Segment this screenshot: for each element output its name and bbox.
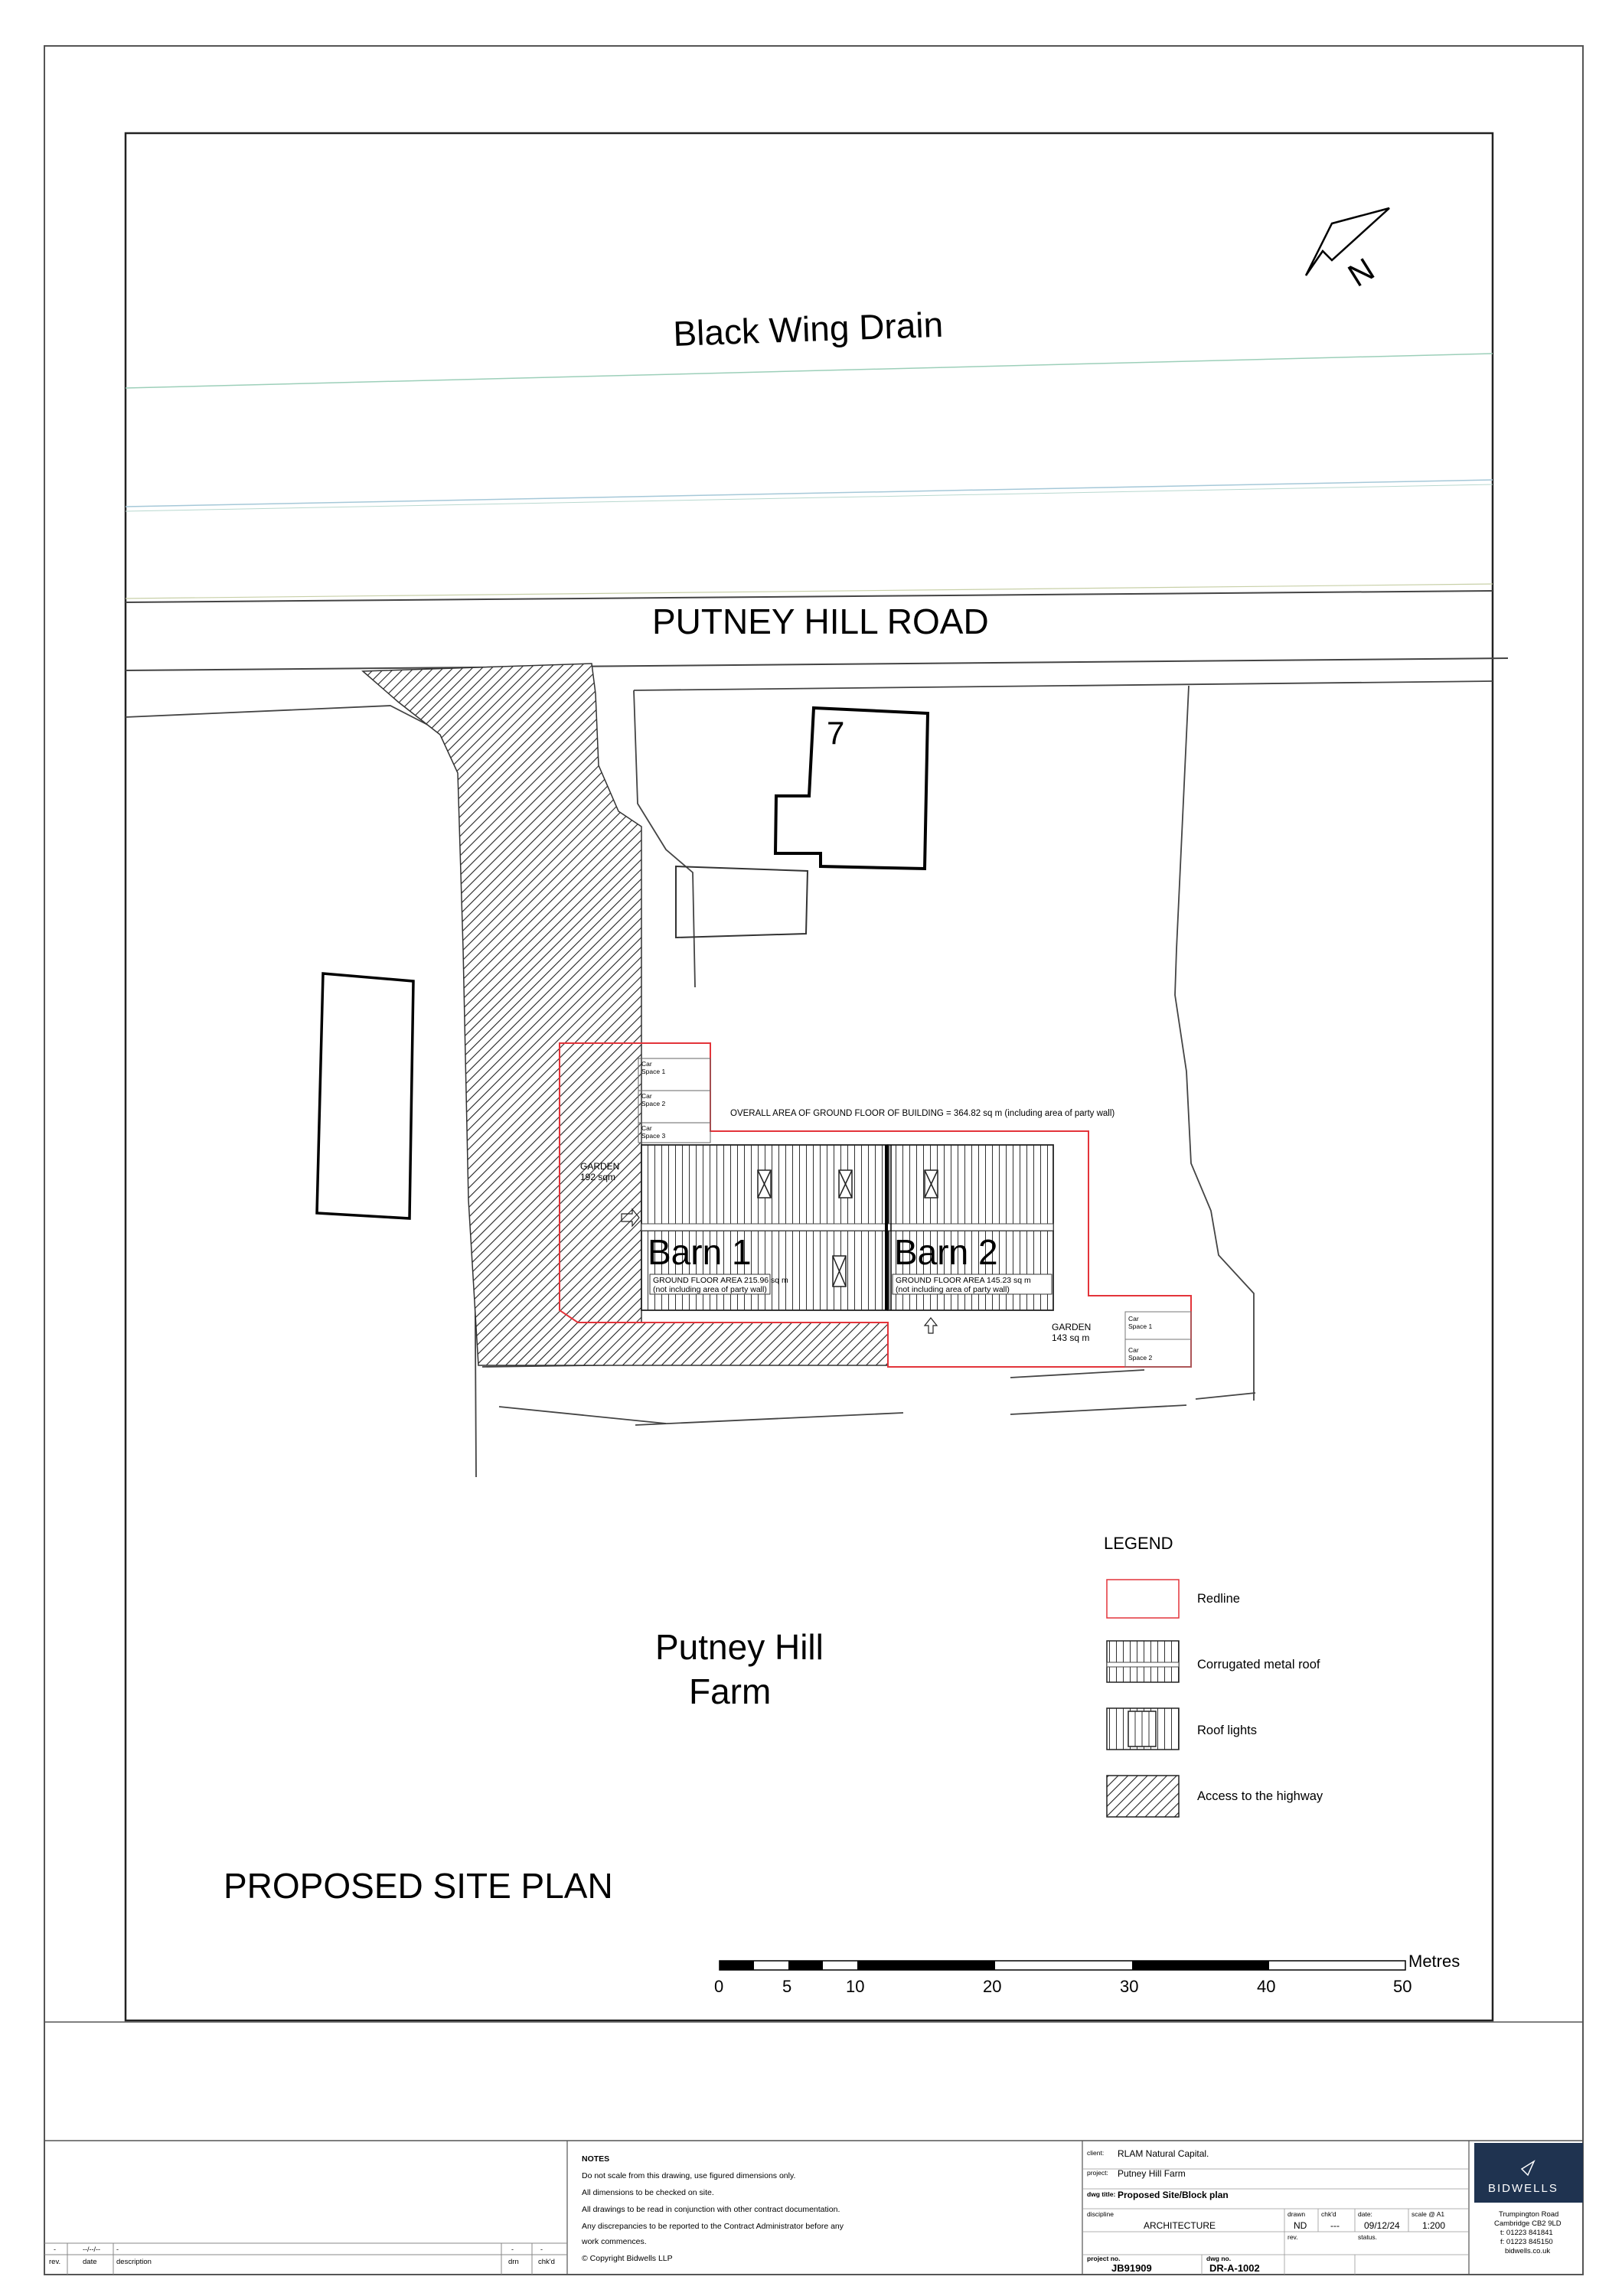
legend-label: Corrugated metal roof (1197, 1658, 1320, 1671)
hatch-swatch-icon (1107, 1776, 1179, 1817)
barn2-area: GROUND FLOOR AREA 145.23 sq m (896, 1276, 1031, 1285)
description-header: description (116, 2258, 152, 2266)
drawn-label: drawn (1287, 2210, 1306, 2218)
discipline-label: discipline (1087, 2210, 1114, 2218)
date-label: date: (1358, 2210, 1372, 2218)
date-value: --/--/-- (83, 2245, 100, 2253)
dwg-no-value: DR-A-1002 (1209, 2262, 1260, 2274)
drain (126, 305, 1493, 598)
legend-label: Redline (1197, 1592, 1240, 1606)
scale-tick: 20 (983, 1977, 1002, 1996)
address-line: Trumpington Road (1499, 2210, 1559, 2219)
status-label: status. (1358, 2233, 1378, 2241)
date-header: date (83, 2258, 97, 2266)
note-line: Do not scale from this drawing, use figured dimensions only. (582, 2171, 796, 2180)
description-value: - (116, 2245, 119, 2253)
dwg-no-label: dwg no. (1206, 2255, 1232, 2262)
scale-tick: 0 (714, 1977, 724, 1996)
chkd-header: chk'd (538, 2258, 555, 2266)
company-name: BIDWELLS (1488, 2182, 1558, 2195)
house-7 (775, 708, 928, 869)
car-space-label: Space 3 (641, 1132, 666, 1140)
project-value: Putney Hill Farm (1118, 2168, 1186, 2179)
discipline-value: ARCHITECTURE (1144, 2220, 1216, 2231)
legend-label: Access to the highway (1197, 1789, 1323, 1803)
barn1-area-note: (not including area of party wall) (653, 1285, 767, 1294)
address-line: Cambridge CB2 9LD (1494, 2219, 1562, 2228)
project-no-label: project no. (1087, 2255, 1121, 2262)
drawing-frame (126, 133, 1493, 2020)
dwg-title-label: dwg title: (1087, 2190, 1116, 2198)
client-value: RLAM Natural Capital. (1118, 2148, 1209, 2159)
address-line: bidwells.co.uk (1505, 2247, 1551, 2255)
rev-label: rev. (1287, 2233, 1298, 2241)
roof-lights-swatch-icon (1107, 1708, 1179, 1750)
farm-label-line2: Farm (689, 1671, 772, 1711)
chkd-label: chk'd (1321, 2210, 1336, 2218)
north-arrow (1306, 208, 1389, 294)
garden1-title: GARDEN (580, 1161, 620, 1172)
client-label: client: (1087, 2149, 1105, 2157)
scale-bar (714, 1952, 1460, 1996)
scale-tick: 10 (846, 1977, 865, 1996)
chkd-value: --- (1330, 2220, 1340, 2231)
scale-tick: 50 (1393, 1977, 1412, 1996)
title-block (44, 2141, 1583, 2275)
farm-label-line1: Putney Hill (655, 1627, 824, 1667)
garden2-area: 143 sq m (1052, 1332, 1090, 1343)
project-label: project: (1087, 2169, 1108, 2177)
drn-header: drn (508, 2258, 519, 2266)
car-label: Car (641, 1060, 652, 1068)
note-line: Any discrepancies to be reported to the Contract Administrator before any (582, 2222, 844, 2231)
car-label: Car (641, 1092, 652, 1100)
left-building (317, 974, 413, 1218)
dwg-title-value: Proposed Site/Block plan (1118, 2190, 1229, 2200)
scale-tick: 40 (1257, 1977, 1276, 1996)
north-label: N (1341, 250, 1381, 294)
rev-header: rev. (49, 2258, 61, 2266)
scale-label: scale @ A1 (1411, 2210, 1445, 2218)
corrugated-roof-swatch-icon (1107, 1641, 1179, 1682)
date-value: 09/12/24 (1364, 2220, 1400, 2231)
address-line: f: 01223 845150 (1500, 2238, 1553, 2246)
garden2-title: GARDEN (1052, 1322, 1092, 1332)
road (126, 591, 1508, 670)
rev-value: - (54, 2245, 56, 2253)
note-line: work commences. (582, 2237, 647, 2246)
car-space-label: Space 2 (641, 1100, 666, 1107)
drawn-value: ND (1294, 2220, 1307, 2231)
car-label: Car (1128, 1315, 1139, 1322)
car-space-label: Space 1 (1128, 1322, 1153, 1330)
garden1-area: 192 sqm (580, 1172, 616, 1182)
barn2-label: Barn 2 (894, 1232, 998, 1272)
plan-title: PROPOSED SITE PLAN (224, 1866, 613, 1906)
project-no-value: JB91909 (1111, 2262, 1152, 2274)
chkd-value: - (540, 2245, 543, 2253)
car-label: Car (641, 1124, 652, 1132)
redline-swatch-icon (1107, 1580, 1179, 1618)
notes-title: NOTES (582, 2154, 610, 2164)
overall-area-note: OVERALL AREA OF GROUND FLOOR OF BUILDING = 364.82 sq m (including area of party wall) (730, 1109, 1115, 1118)
note-line: All dimensions to be checked on site. (582, 2188, 714, 2197)
legend-title: LEGEND (1104, 1534, 1173, 1553)
legend-label: Roof lights (1197, 1724, 1257, 1737)
scale-tick: 30 (1120, 1977, 1139, 1996)
drn-value: - (511, 2245, 514, 2253)
house-number: 7 (827, 715, 845, 751)
drain-label: Black Wing Drain (672, 304, 944, 354)
legend (1104, 1534, 1323, 1817)
scale-unit: Metres (1408, 1952, 1460, 1971)
barn1-label: Barn 1 (648, 1232, 752, 1272)
car-space-label: Space 1 (641, 1068, 666, 1075)
address-line: t: 01223 841841 (1500, 2229, 1553, 2237)
barn1-area: GROUND FLOOR AREA 215.96 sq m (653, 1276, 788, 1285)
barn2-area-note: (not including area of party wall) (896, 1285, 1010, 1294)
note-line: All drawings to be read in conjunction with other contract documentation. (582, 2205, 840, 2214)
copyright: © Copyright Bidwells LLP (582, 2254, 673, 2263)
car-label: Car (1128, 1346, 1139, 1354)
road-label: PUTNEY HILL ROAD (652, 602, 989, 641)
outbuilding (676, 866, 808, 938)
scale-tick: 5 (782, 1977, 792, 1996)
car-space-label: Space 2 (1128, 1354, 1153, 1362)
scale-value: 1:200 (1422, 2220, 1446, 2231)
